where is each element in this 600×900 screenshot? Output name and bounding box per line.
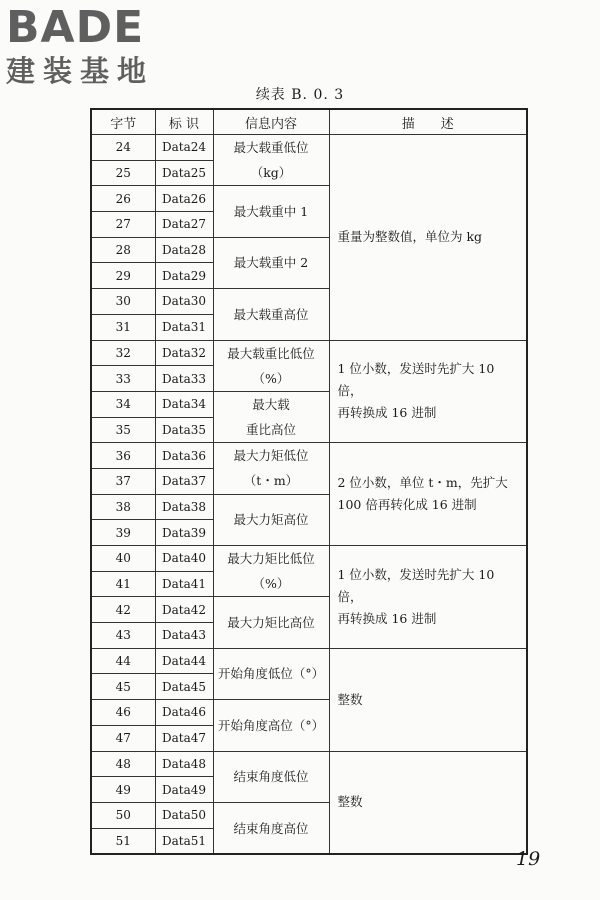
byte-cell: 38 [91,494,155,520]
identifier-cell: Data26 [155,186,213,212]
header-description: 描 述 [329,109,527,135]
identifier-cell: Data31 [155,314,213,340]
description-line: 1 位小数，发送时先扩大 10 倍， [337,361,495,399]
info-line: （%） [252,576,290,592]
identifier-cell: Data27 [155,212,213,238]
info-line: 结束角度高位 [233,820,309,836]
description-cell [329,751,527,854]
byte-cell: 34 [91,391,155,417]
identifier-cell: Data43 [155,623,213,649]
info-line: 最大载重中 2 [233,255,309,271]
header-byte: 字节 [91,109,155,135]
table-row [91,546,527,572]
identifier-cell: Data29 [155,263,213,289]
info-line: 最大载重中 1 [233,204,309,220]
byte-cell: 35 [91,417,155,443]
byte-cell: 46 [91,700,155,726]
table-row [91,443,527,469]
byte-cell: 37 [91,468,155,494]
info-line: （%） [252,370,290,386]
byte-cell: 28 [91,237,155,263]
table-caption: 续表 B. 0. 3 [255,87,345,103]
header-identifier: 标 识 [155,109,213,135]
byte-cell: 41 [91,571,155,597]
table-body [91,135,527,855]
info-line: 开始角度低位（°） [217,666,325,682]
info-line: 开始角度高位（°） [217,717,325,733]
description-cell [329,340,527,443]
identifier-cell: Data51 [155,828,213,854]
table-header-row [91,109,527,135]
byte-cell: 49 [91,777,155,803]
description-cell [329,443,527,546]
info-content-cell [213,391,329,442]
description-line: 100 倍再转化成 16 进制 [337,497,477,513]
identifier-cell: Data25 [155,160,213,186]
identifier-cell: Data41 [155,571,213,597]
byte-cell: 27 [91,212,155,238]
identifier-cell: Data39 [155,520,213,546]
byte-cell: 32 [91,340,155,366]
identifier-cell: Data45 [155,674,213,700]
description-cell [329,546,527,649]
byte-cell: 29 [91,263,155,289]
identifier-cell: Data47 [155,725,213,751]
byte-cell: 51 [91,828,155,854]
byte-cell: 48 [91,751,155,777]
identifier-cell: Data44 [155,648,213,674]
info-line: （t・m） [243,473,299,489]
logo [6,4,176,88]
description-line: 再转换成 16 进制 [337,405,437,421]
info-content-cell [213,546,329,597]
identifier-cell: Data40 [155,546,213,572]
info-content-cell [213,340,329,391]
byte-cell: 25 [91,160,155,186]
logo-subtitle: 建装基地 [6,54,155,88]
data-table [90,108,528,855]
description-cell [329,135,527,341]
description-line: 整数 [337,794,363,810]
table-row [91,648,527,674]
info-line: 结束角度低位 [233,769,309,785]
info-line: 最大载重低位 [233,140,309,156]
info-line: 最大载 [252,397,290,413]
info-line: 最大载重高位 [233,306,309,322]
info-line: 最大力矩比高位 [227,615,315,631]
description-line: 重量为整数值，单位为 kg [337,229,483,245]
identifier-cell: Data48 [155,751,213,777]
identifier-cell: Data38 [155,494,213,520]
byte-cell: 31 [91,314,155,340]
info-content-cell [213,494,329,545]
identifier-cell: Data42 [155,597,213,623]
info-line: 最大力矩高位 [233,512,309,528]
info-content-cell [213,648,329,699]
info-line: 最大载重比低位 [227,345,315,361]
identifier-cell: Data46 [155,700,213,726]
byte-cell: 30 [91,289,155,315]
info-line: （kg） [250,165,292,181]
info-line: 最大力矩低位 [233,448,309,464]
identifier-cell: Data32 [155,340,213,366]
info-line: 最大力矩比低位 [227,551,315,567]
byte-cell: 47 [91,725,155,751]
identifier-cell: Data30 [155,289,213,315]
info-line: 重比高位 [245,422,296,438]
byte-cell: 33 [91,366,155,392]
info-content-cell [213,237,329,288]
description-line: 2 位小数，单位 t・m，先扩大 [337,475,508,491]
page-number: 19 [516,848,541,870]
byte-cell: 39 [91,520,155,546]
byte-cell: 43 [91,623,155,649]
info-content-cell [213,443,329,494]
byte-cell: 36 [91,443,155,469]
info-content-cell [213,135,329,186]
identifier-cell: Data37 [155,468,213,494]
identifier-cell: Data36 [155,443,213,469]
byte-cell: 40 [91,546,155,572]
info-content-cell [213,186,329,237]
table-row [91,340,527,366]
byte-cell: 42 [91,597,155,623]
identifier-cell: Data28 [155,237,213,263]
description-line: 1 位小数，发送时先扩大 10 倍， [337,566,495,604]
identifier-cell: Data33 [155,366,213,392]
description-line: 再转换成 16 进制 [337,610,437,626]
description-cell [329,648,527,751]
byte-cell: 24 [91,135,155,161]
identifier-cell: Data35 [155,417,213,443]
logo-wordmark: BADE [6,2,145,53]
info-content-cell [213,802,329,854]
identifier-cell: Data50 [155,802,213,828]
info-content-cell [213,751,329,802]
table-row [91,751,527,777]
byte-cell: 45 [91,674,155,700]
info-content-cell [213,289,329,340]
identifier-cell: Data49 [155,777,213,803]
description-line: 整数 [337,691,363,707]
byte-cell: 26 [91,186,155,212]
header-info-content: 信息内容 [213,109,329,135]
byte-cell: 50 [91,802,155,828]
info-content-cell [213,700,329,751]
identifier-cell: Data24 [155,135,213,161]
info-content-cell [213,597,329,648]
identifier-cell: Data34 [155,391,213,417]
byte-cell: 44 [91,648,155,674]
table-row [91,135,527,161]
